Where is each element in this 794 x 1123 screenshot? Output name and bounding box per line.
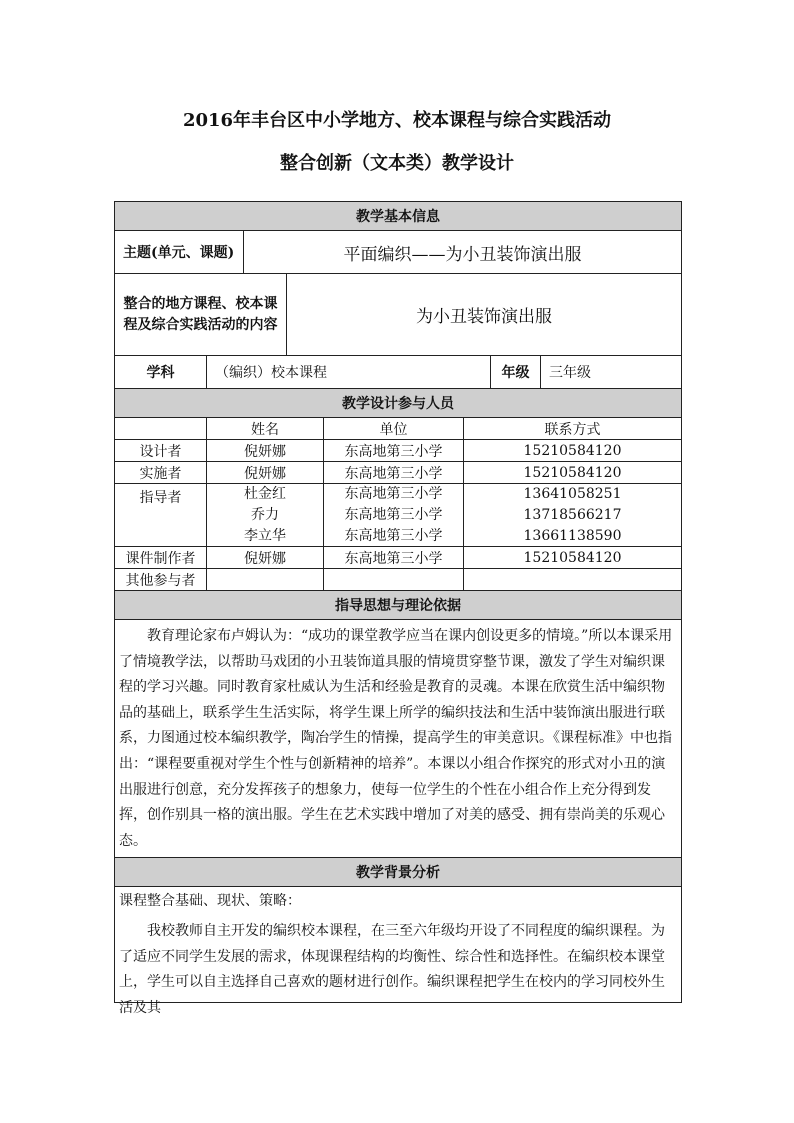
topic-value: 平面编织——为小丑装饰演出服 xyxy=(243,230,682,274)
participants-header: 教学设计参与人员 xyxy=(114,388,682,418)
advisor-name-3: 李立华 xyxy=(244,527,286,544)
advisor-phone-3: 13661138590 xyxy=(523,527,622,544)
basic-info-header: 教学基本信息 xyxy=(114,201,682,231)
advisor-unit-3: 东高地第三小学 xyxy=(344,527,443,544)
advisor-phones xyxy=(463,483,682,547)
role-other-participants: 其他参与者 xyxy=(114,568,207,591)
column-name-header: 姓名 xyxy=(206,417,324,440)
subject-value: （编织）校本课程 xyxy=(206,355,491,389)
designer-phone: 15210584120 xyxy=(463,439,682,462)
document-subtitle: 整合创新（文本类）教学设计 xyxy=(280,153,514,174)
participants-corner-cell xyxy=(114,417,207,440)
grade-value: 三年级 xyxy=(540,355,682,389)
subject-label: 学科 xyxy=(114,355,207,389)
integrated-content-label-line1: 整合的地方课程、校本课 xyxy=(123,295,278,312)
implementer-name: 倪妍娜 xyxy=(206,461,324,484)
advisor-names xyxy=(206,483,324,547)
integrated-content-value: 为小丑装饰演出服 xyxy=(286,273,682,356)
integrated-content-label xyxy=(114,273,287,356)
grade-label: 年级 xyxy=(490,355,541,389)
guidance-paragraph: 教育理论家布卢姆认为：“成功的课堂教学应当在课内创设更多的情境。”所以本课采用了情境教学法，以帮助马戏团的小丑装饰道具服的情境贯穿整节课，激发了学生对编织课程的学习兴趣。同时教育家杜威认为生活和经验是教育的灵魂。本课在欣赏生活中编织物品的基础上，联系学生生活实际，将学生课上所学的编织技法和生活中装饰演出服进行联系，力图通过校本编织教学，陶冶学生的情操，提高学生的审美意识。《课程标准》中也指出：“课程要重视对学生个性与创新精神的培养”。本课以小组合作探究的形式对小丑的演出服进行创意，充分发挥孩子的想象力，使每一位学生的个性在小组合作上充分得到发挥，创作别具一格的演出服。学生在艺术实践中增加了对美的感受、拥有崇尚美的乐观心态。 xyxy=(119,628,673,849)
role-courseware-maker: 课件制作者 xyxy=(114,546,207,569)
background-body xyxy=(114,886,682,1016)
column-contact-header: 联系方式 xyxy=(463,417,682,440)
background-header: 教学背景分析 xyxy=(114,857,682,887)
role-implementer: 实施者 xyxy=(114,461,207,484)
other-participants-name xyxy=(206,568,324,591)
implementer-phone: 15210584120 xyxy=(463,461,682,484)
other-participants-phone xyxy=(463,568,682,591)
role-designer: 设计者 xyxy=(114,439,207,462)
advisor-name-1: 杜金红 xyxy=(244,485,286,502)
topic-label: 主题(单元、课题) xyxy=(114,230,244,274)
advisor-name-2: 乔力 xyxy=(251,506,279,523)
background-subheading: 课程整合基础、现状、策略： xyxy=(119,893,301,909)
advisor-unit-2: 东高地第三小学 xyxy=(344,506,443,523)
advisor-phone-2: 13718566217 xyxy=(523,506,622,523)
designer-name: 倪妍娜 xyxy=(206,439,324,462)
courseware-maker-name: 倪妍娜 xyxy=(206,546,324,569)
designer-unit: 东高地第三小学 xyxy=(323,439,464,462)
guidance-body xyxy=(114,619,682,858)
advisor-phone-1: 13641058251 xyxy=(523,485,622,502)
other-participants-unit xyxy=(323,568,464,591)
column-unit-header: 单位 xyxy=(323,417,464,440)
implementer-unit: 东高地第三小学 xyxy=(323,461,464,484)
background-paragraph: 我校教师自主开发的编织校本课程，在三至六年级均开设了不同程度的编织课程。为了适应不同学生发展的需求，体现课程结构的均衡性、综合性和选择性。在编织校本课堂上，学生可以自主选择自己喜欢的题材进行创作。编织课程把学生在校内的学习同校外生活及其 xyxy=(119,923,665,1016)
courseware-maker-unit: 东高地第三小学 xyxy=(323,546,464,569)
guidance-header: 指导思想与理论依据 xyxy=(114,590,682,620)
document-title: 2016年丰台区中小学地方、校本课程与综合实践活动 xyxy=(182,110,612,131)
advisor-unit-1: 东高地第三小学 xyxy=(344,485,443,502)
integrated-content-label-line2: 程及综合实践活动的内容 xyxy=(123,316,278,333)
role-advisor: 指导者 xyxy=(114,483,207,547)
courseware-maker-phone: 15210584120 xyxy=(463,546,682,569)
advisor-units xyxy=(323,483,464,547)
